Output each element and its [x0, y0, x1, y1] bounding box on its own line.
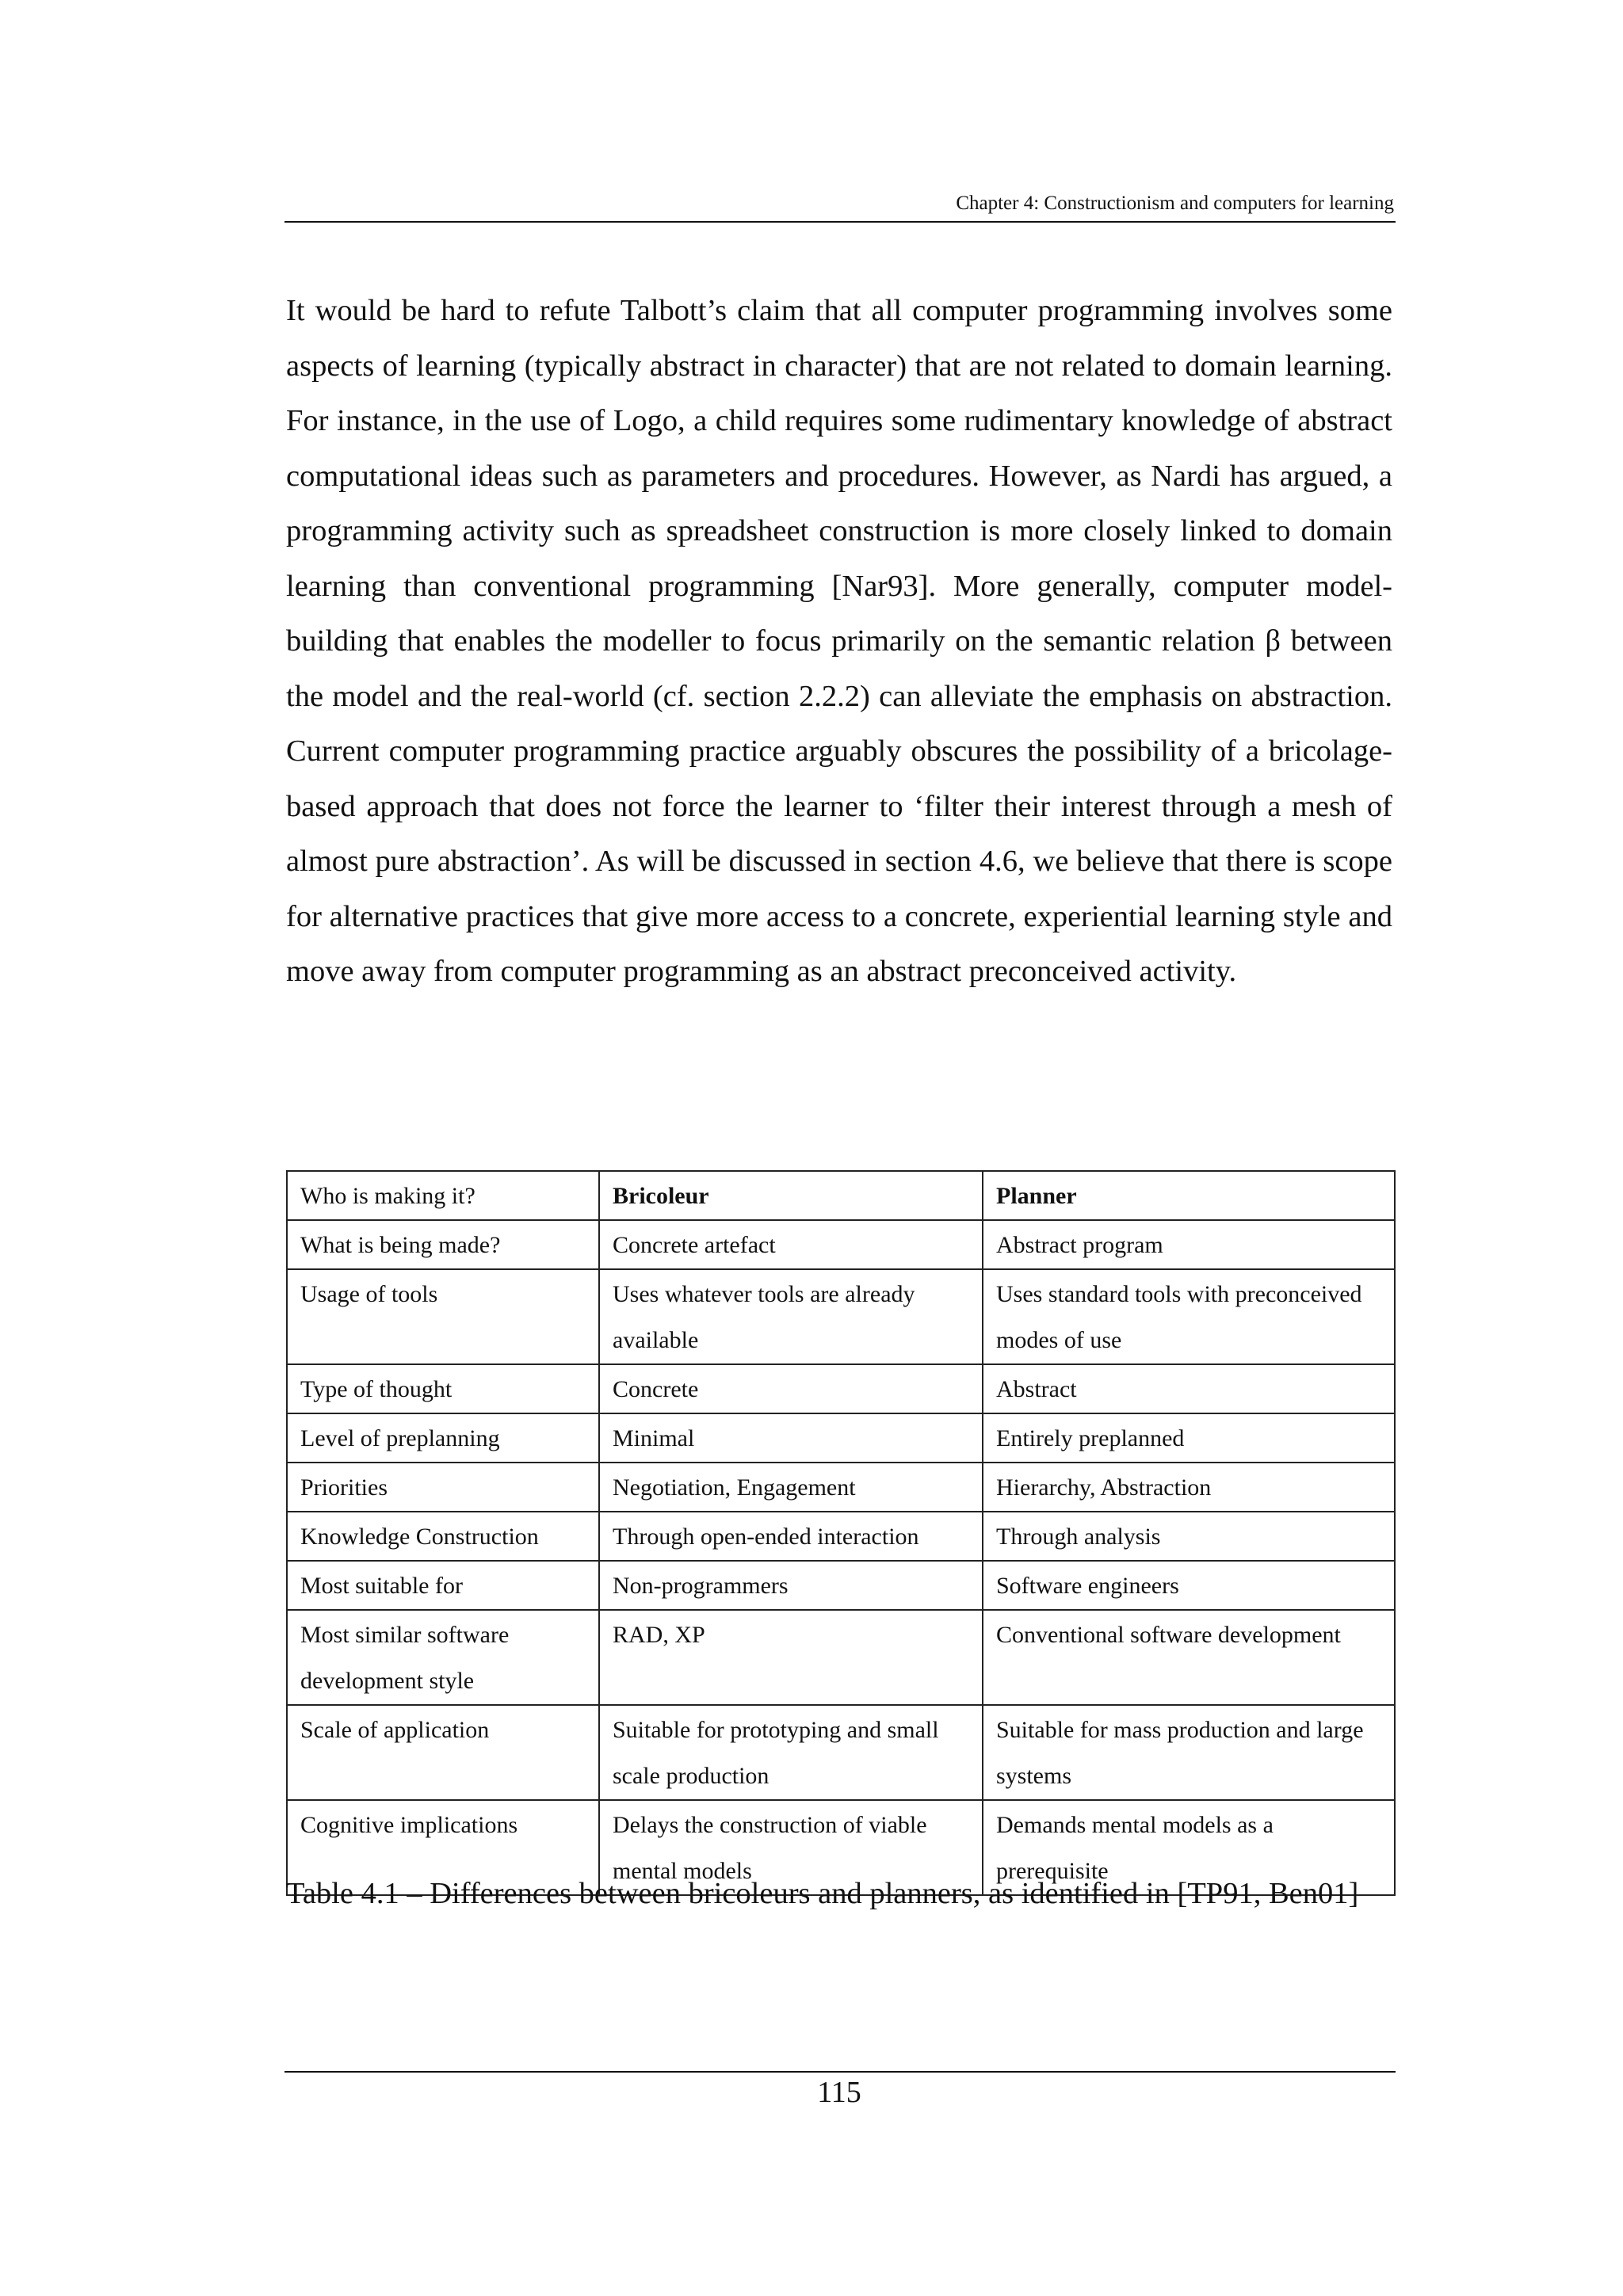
table-cell: RAD, XP — [599, 1610, 983, 1705]
table-cell: Scale of application — [287, 1705, 599, 1800]
table-header-cell: Bricoleur — [599, 1171, 983, 1220]
table-cell: Uses whatever tools are already available — [599, 1269, 983, 1364]
table-row — [287, 1512, 1395, 1561]
table-cell: Uses standard tools with preconceived modes of use — [983, 1269, 1395, 1364]
table-cell: Software engineers — [983, 1561, 1395, 1610]
table-cell: Level of preplanning — [287, 1413, 599, 1463]
table-header-row — [287, 1171, 1395, 1220]
table-cell: Through analysis — [983, 1512, 1395, 1561]
table-cell: Concrete artefact — [599, 1220, 983, 1269]
table-cell: Knowledge Construction — [287, 1512, 599, 1561]
table-header-cell: Who is making it? — [287, 1171, 599, 1220]
table-cell: Through open-ended interaction — [599, 1512, 983, 1561]
table-cell: Hierarchy, Abstraction — [983, 1463, 1395, 1512]
table-header-cell: Planner — [983, 1171, 1395, 1220]
table-row — [287, 1463, 1395, 1512]
table-cell: Conventional software development — [983, 1610, 1395, 1705]
table-cell: Type of thought — [287, 1364, 599, 1413]
table-cell: Abstract program — [983, 1220, 1395, 1269]
table-row — [287, 1364, 1395, 1413]
page-number: 115 — [817, 2076, 861, 2109]
table-cell: Minimal — [599, 1413, 983, 1463]
table-cell: Abstract — [983, 1364, 1395, 1413]
body-paragraph: It would be hard to refute Talbott’s claim that all computer programming involves some aspects of learning (typically abstract in character) that are not related to domain learning. For instance, in the use of Logo, a child requires some rudimentary knowledge of abstract computational ideas such as parameters and procedures. However, as Nardi has argued, a programming activity such as spreadsheet construction is more closely linked to domain learning than conventional programming [Nar93]. More generally, computer model-building that enables the modeller to focus primarily on the semantic relation β between the model and the real-world (cf. section 2.2.2) can alleviate the emphasis on abstraction. Current computer programming practice arguably obscures the possibility of a bricolage-based approach that does not force the learner to ‘filter their interest through a mesh of almost pure abstraction’. As will be discussed in section 4.6, we believe that there is scope for alternative practices that give more access to a concrete, experiential learning style and move away from computer programming as an abstract preconceived activity. — [286, 294, 1392, 988]
table-cell: Entirely preplanned — [983, 1413, 1395, 1463]
header-rule — [285, 221, 1396, 223]
table-cell: Most suitable for — [287, 1561, 599, 1610]
table-row — [287, 1269, 1395, 1364]
footer-rule — [285, 2071, 1396, 2073]
table-cell: Suitable for mass production and large systems — [983, 1705, 1395, 1800]
table-cell: Usage of tools — [287, 1269, 599, 1364]
table-cell: Priorities — [287, 1463, 599, 1512]
table-cell: Cognitive implications — [287, 1800, 599, 1895]
table-row — [287, 1413, 1395, 1463]
running-header: Chapter 4: Constructionism and computers for learning — [956, 193, 1394, 214]
table-cell: What is being made? — [287, 1220, 599, 1269]
bricoleur-planner-table — [286, 1170, 1396, 1896]
table-cell: Negotiation, Engagement — [599, 1463, 983, 1512]
table-caption: Table 4.1 – Differences between bricoleurs and planners, as identified in [TP91, Ben01] — [286, 1877, 1359, 1910]
table-cell: Non-programmers — [599, 1561, 983, 1610]
table-cell: Demands mental models as a prerequisite — [983, 1800, 1395, 1895]
table-row — [287, 1610, 1395, 1705]
table-cell: Suitable for prototyping and small scale production — [599, 1705, 983, 1800]
table-cell: Concrete — [599, 1364, 983, 1413]
table-row — [287, 1220, 1395, 1269]
table-row — [287, 1561, 1395, 1610]
table-cell: Most similar software development style — [287, 1610, 599, 1705]
table-cell: Delays the construction of viable mental models — [599, 1800, 983, 1895]
table-row — [287, 1705, 1395, 1800]
